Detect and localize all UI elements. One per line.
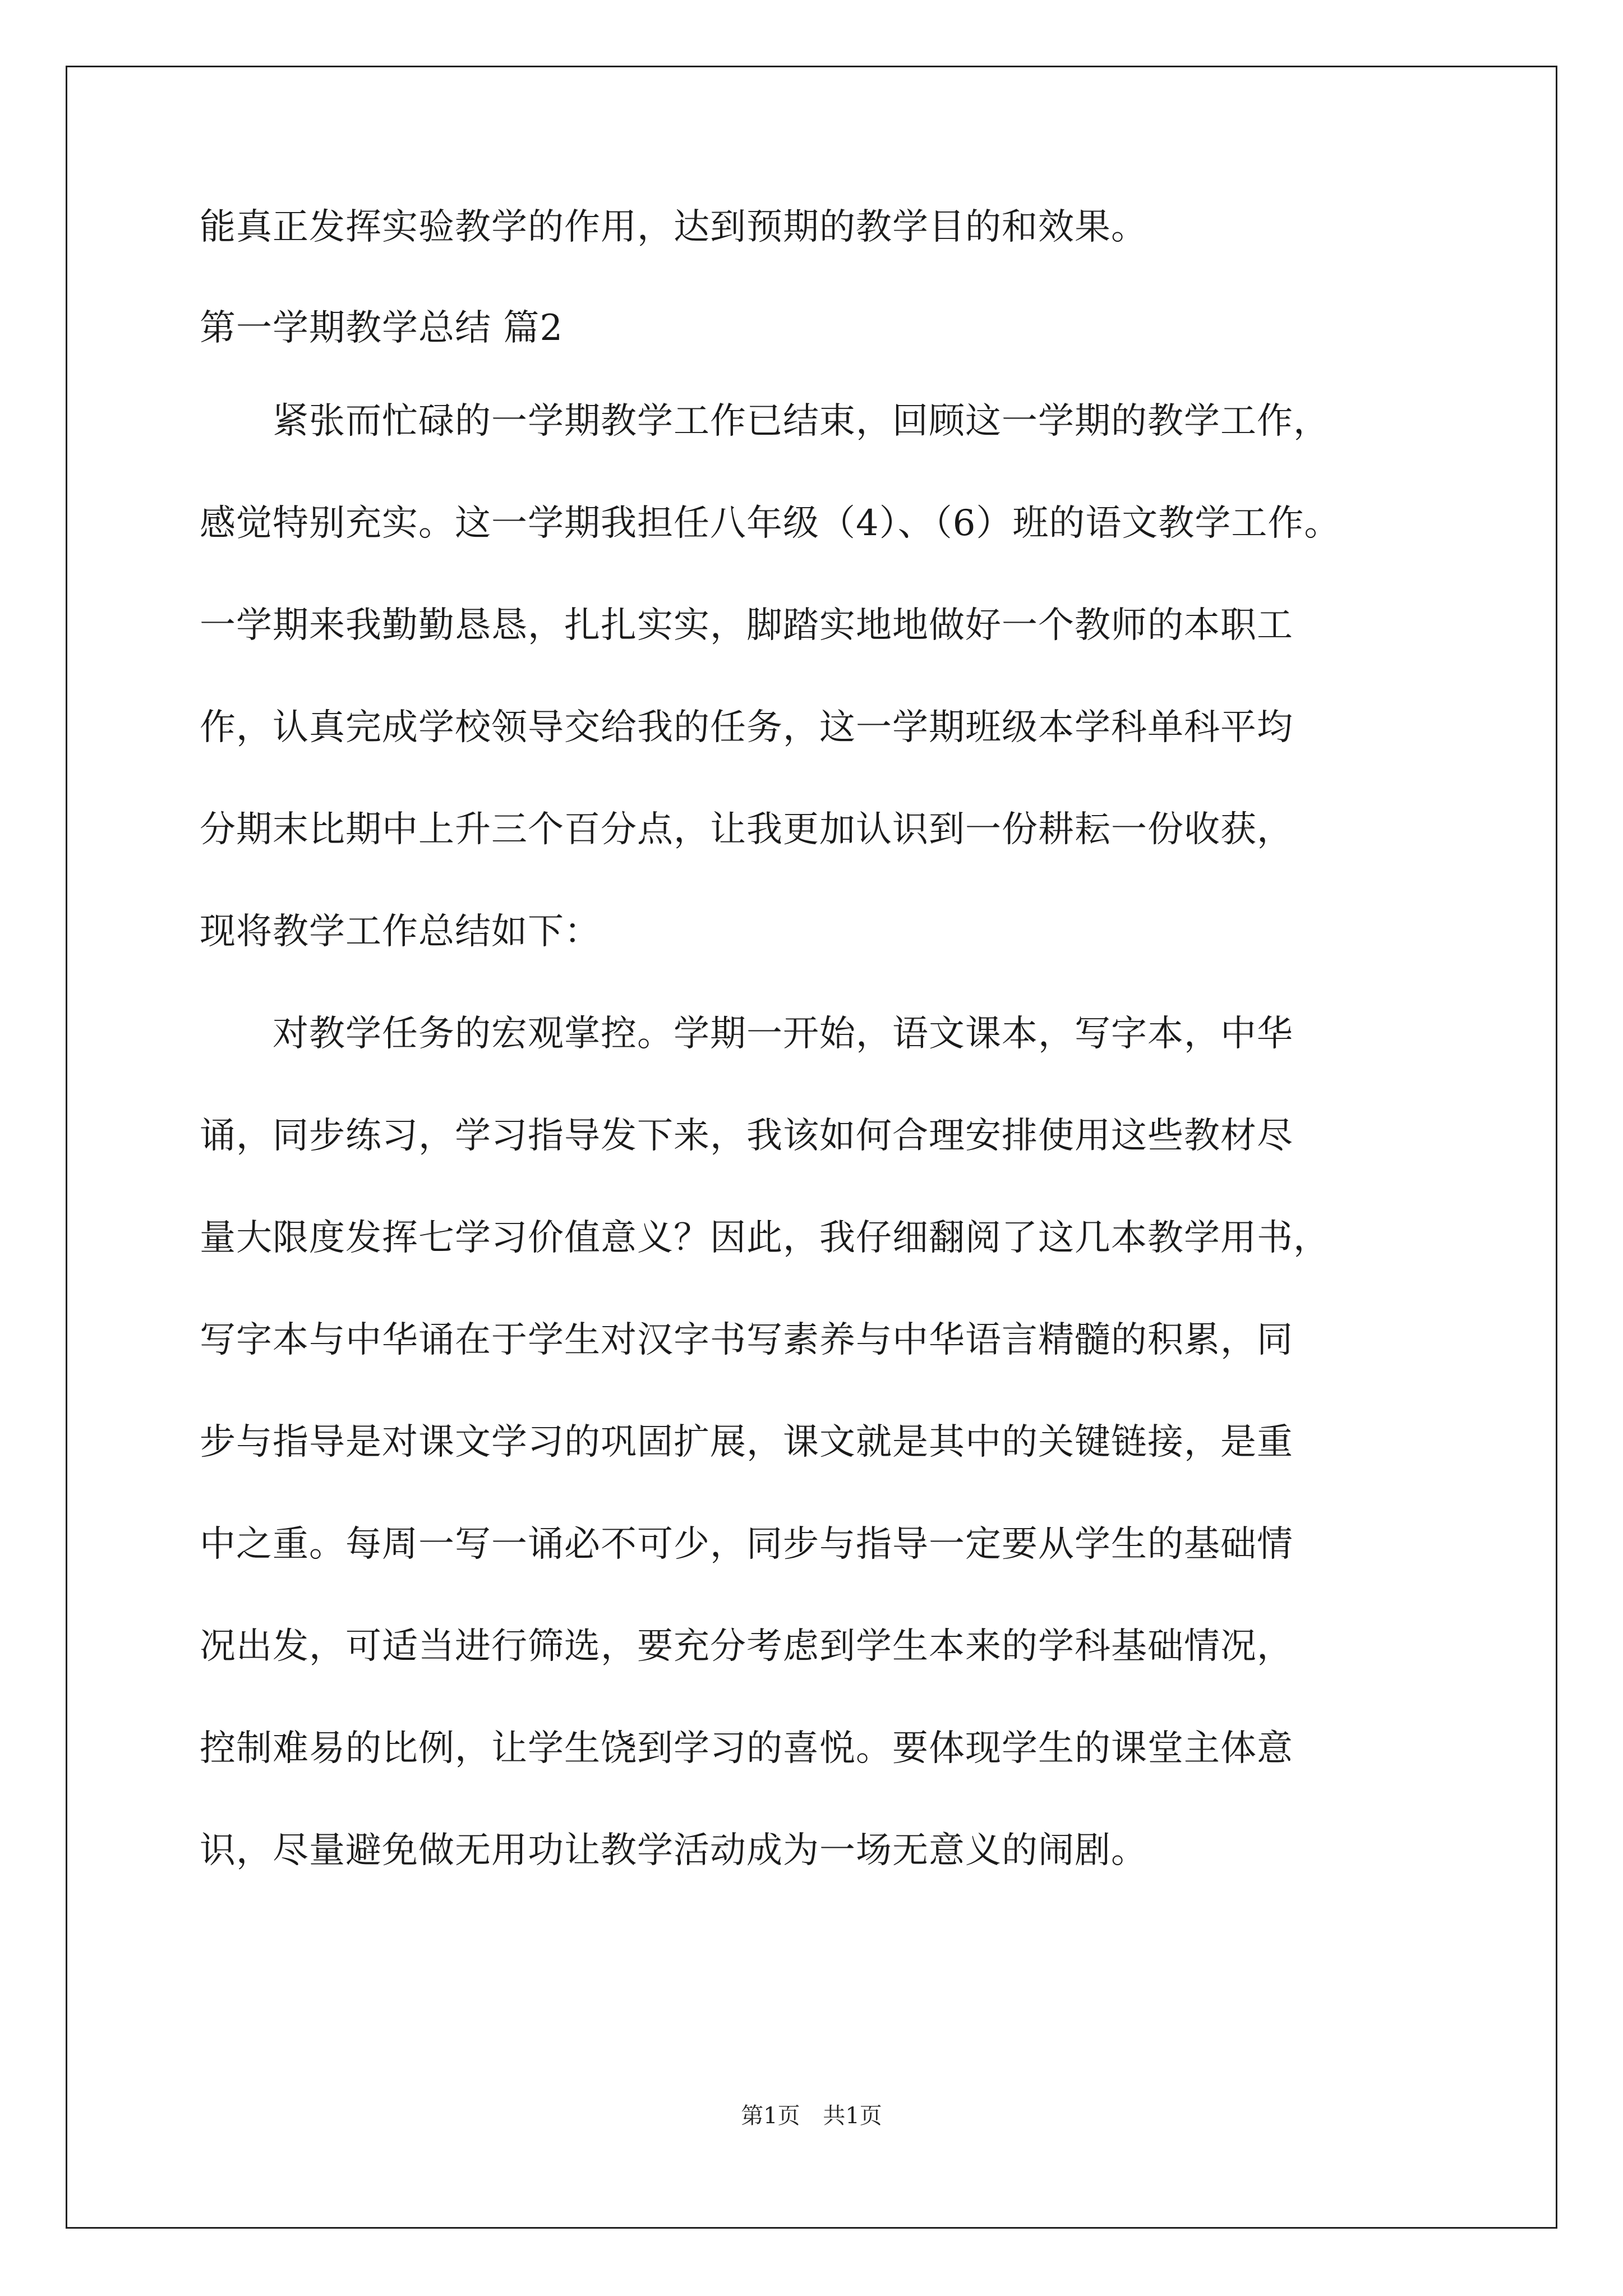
text-line: 中之重。每周一写一诵必不可少，同步与指导一定要从学生的基础情 xyxy=(200,1524,1293,1565)
page-number: 第1页 xyxy=(741,2103,800,2129)
page-total: 共1页 xyxy=(823,2103,882,2129)
text-line: 作，认真完成学校领导交给我的任务，这一学期班级本学科单科平均 xyxy=(200,707,1293,748)
text-line: 控制难易的比例，让学生饶到学习的喜悦。要体现学生的课堂主体意 xyxy=(200,1728,1293,1769)
text-line: 感觉特别充实。这一学期我担任八年级（4）、（6）班的语文教学工作。 xyxy=(200,503,1341,544)
text-line: 能真正发挥实验教学的作用，达到预期的教学目的和效果。 xyxy=(200,206,1147,248)
text-line: 况出发，可适当进行筛选，要充分考虑到学生本来的学科基础情况， xyxy=(200,1626,1293,1667)
text-line: 紧张而忙碌的一学期教学工作已结束，回顾这一学期的教学工作， xyxy=(200,401,1330,442)
text-line: 对教学任务的宏观掌控。学期一开始，语文课本，写字本，中华 xyxy=(200,1013,1293,1055)
text-line: 识，尽量避免做无用功让教学活动成为一场无意义的闹剧。 xyxy=(200,1830,1147,1871)
document-body xyxy=(200,202,1433,1902)
text-line: 一学期来我勤勤恳恳，扎扎实实，脚踏实地地做好一个教师的本职工 xyxy=(200,605,1293,646)
text-line: 诵，同步练习，学习指导发下来，我该如何合理安排使用这些教材尽 xyxy=(200,1115,1293,1157)
page-footer xyxy=(0,2098,1623,2130)
text-line: 现将教学工作总结如下： xyxy=(200,911,601,953)
text-line: 量大限度发挥七学习价值意义？因此，我仔细翻阅了这几本教学用书， xyxy=(200,1217,1330,1259)
section-heading: 第一学期教学总结 篇2 xyxy=(200,307,564,349)
text-line: 写字本与中华诵在于学生对汉字书写素养与中华语言精髓的积累，同 xyxy=(200,1319,1293,1361)
text-line: 分期末比期中上升三个百分点，让我更加认识到一份耕耘一份收获， xyxy=(200,809,1293,850)
text-line: 步与指导是对课文学习的巩固扩展，课文就是其中的关键链接，是重 xyxy=(200,1421,1293,1463)
